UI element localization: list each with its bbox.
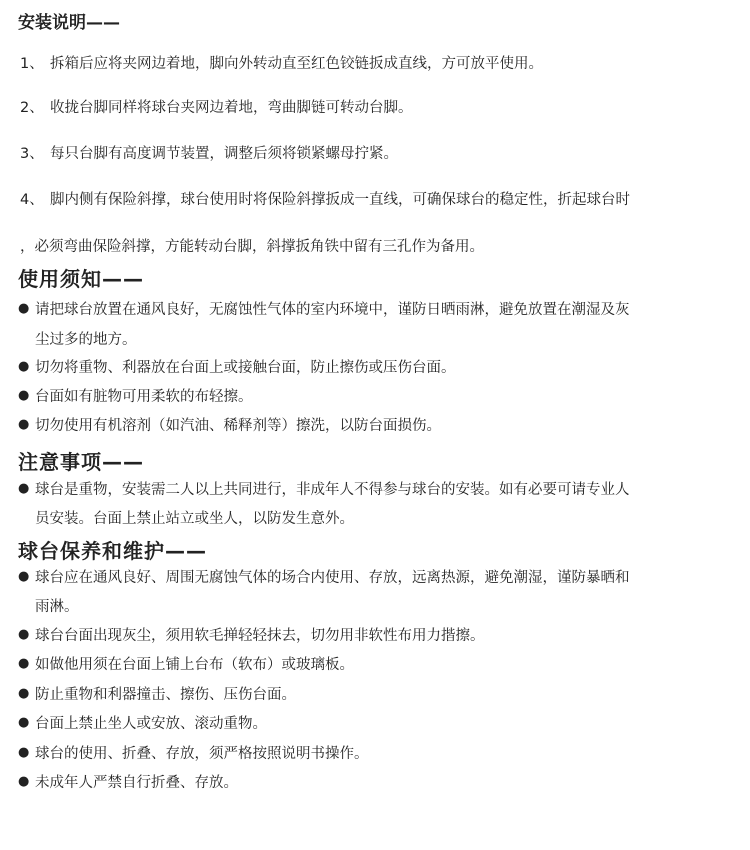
- notes-item-1-line-1: 球台是重物，安装需二人以上共同进行，非成年人不得参与球台的安装。如有必要可请专业人: [35, 482, 630, 498]
- usage-item-1-line-2: 尘过多的地方。: [35, 332, 137, 348]
- bullet-icon: ●: [18, 481, 30, 496]
- care-item-2: 球台台面出现灰尘，须用软毛掸轻轻抹去，切勿用非软性布用力揩擦。: [35, 628, 485, 644]
- install-item-text: 收拢台脚同样将球台夹网边着地，弯曲脚链可转动台脚。: [50, 100, 413, 116]
- install-item-text: 每只台脚有高度调节装置，调整后须将锁紧螺母拧紧。: [50, 146, 398, 162]
- bullet-icon: ●: [18, 715, 30, 730]
- notes-item-1-line-2: 员安装。台面上禁止站立或坐人，以防发生意外。: [35, 511, 354, 527]
- care-item-3: 如做他用须在台面上铺上台布（软布）或玻璃板。: [35, 657, 354, 673]
- install-item-number: 1、: [20, 56, 44, 72]
- bullet-icon: ●: [18, 774, 30, 789]
- care-item-4: 防止重物和利器撞击、擦伤、压伤台面。: [35, 687, 296, 703]
- bullet-icon: ●: [18, 359, 30, 374]
- care-item-1-line-1: 球台应在通风良好、周围无腐蚀气体的场合内使用、存放，远离热源，避免潮湿，谨防暴晒和: [35, 570, 630, 586]
- usage-item-2: 切勿将重物、利器放在台面上或接触台面，防止擦伤或压伤台面。: [35, 360, 456, 376]
- usage-item-1-line-1: 请把球台放置在通风良好，无腐蚀性气体的室内环境中，谨防日晒雨淋，避免放置在潮湿及灰: [35, 302, 630, 318]
- install-item-number: 2、: [20, 100, 44, 116]
- install-item-4-continued: ，必须弯曲保险斜撑，方能转动台脚，斜撑扳角铁中留有三孔作为备用。: [20, 239, 484, 255]
- care-item-1-line-2: 雨淋。: [35, 599, 79, 615]
- bullet-icon: ●: [18, 627, 30, 642]
- notes-heading: 注意事项——: [18, 450, 144, 474]
- usage-item-4: 切勿使用有机溶剂（如汽油、稀释剂等）擦洗，以防台面损伤。: [35, 418, 441, 434]
- care-item-7: 未成年人严禁自行折叠、存放。: [35, 775, 238, 791]
- usage-heading: 使用须知——: [18, 267, 144, 291]
- install-item-text: 脚内侧有保险斜撑，球台使用时将保险斜撑扳成一直线，可确保球台的稳定性，折起球台时: [50, 192, 630, 208]
- bullet-icon: ●: [18, 417, 30, 432]
- bullet-icon: ●: [18, 656, 30, 671]
- care-item-5: 台面上禁止坐人或安放、滚动重物。: [35, 716, 267, 732]
- care-item-6: 球台的使用、折叠、存放，须严格按照说明书操作。: [35, 746, 369, 762]
- install-heading: 安装说明——: [18, 13, 120, 33]
- bullet-icon: ●: [18, 569, 30, 584]
- install-item-number: 4、: [20, 192, 44, 208]
- bullet-icon: ●: [18, 388, 30, 403]
- care-heading: 球台保养和维护——: [18, 539, 207, 563]
- bullet-icon: ●: [18, 301, 30, 316]
- install-item-number: 3、: [20, 146, 44, 162]
- bullet-icon: ●: [18, 745, 30, 760]
- install-item-text: 拆箱后应将夹网边着地，脚向外转动直至红色铰链扳成直线，方可放平使用。: [50, 56, 543, 72]
- usage-item-3: 台面如有脏物可用柔软的布轻擦。: [35, 389, 253, 405]
- bullet-icon: ●: [18, 686, 30, 701]
